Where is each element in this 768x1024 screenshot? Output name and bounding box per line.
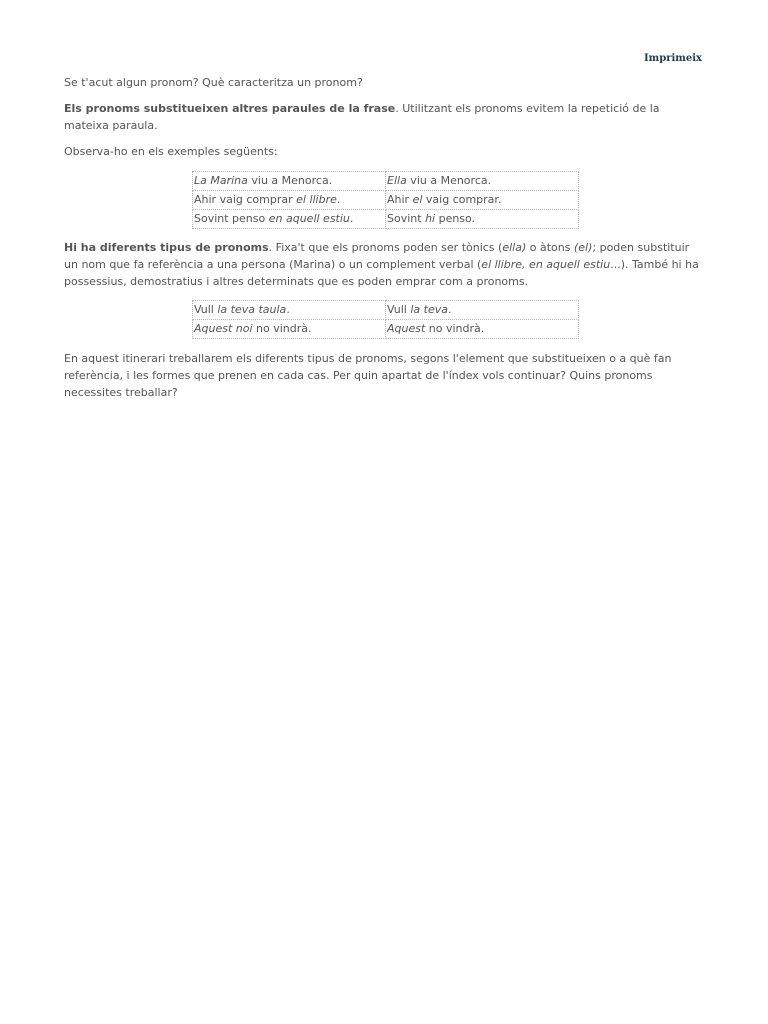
definition-paragraph	[64, 100, 704, 134]
cell-text: vaig comprar.	[422, 193, 502, 206]
cell-text: Aquest	[387, 322, 426, 335]
cell-text: el	[412, 193, 423, 206]
cell-text: en aquell estiu	[268, 212, 350, 225]
table-row	[193, 172, 579, 191]
table-row	[193, 210, 579, 229]
table-cell-left	[193, 210, 386, 229]
types_paragraph-run: el llibre, en aquell estiu	[481, 258, 611, 271]
table-row	[193, 301, 579, 320]
intro-question: Se t'acut algun pronom? Què caracteritza un pronom?	[64, 76, 363, 89]
closing-paragraph: En aquest itinerari treballarem els diferents tipus de pronoms, segons l'element que substitueixen o a què fan referència, i les formes que prenen en cada cas. Per quin apartat de l'índex vols continuar? Quins pronoms necessites treballar?	[64, 352, 672, 399]
main-content	[64, 74, 704, 401]
cell-text: la teva taula	[217, 303, 287, 316]
table-cell-right	[386, 191, 579, 210]
cell-text: Sovint	[387, 212, 426, 225]
table-cell-right	[386, 210, 579, 229]
cell-text: .	[447, 303, 452, 316]
types-paragraph	[64, 239, 704, 290]
examples-table-2	[192, 300, 579, 339]
cell-text: penso.	[435, 212, 476, 225]
table-row	[193, 320, 579, 339]
cell-text: la teva	[410, 303, 448, 316]
cell-text: hi	[425, 212, 436, 225]
cell-text: viu a Menorca.	[247, 174, 333, 187]
definition-bold: Els pronoms substitueixen altres paraules de la frase	[64, 102, 396, 115]
table-cell-left	[193, 320, 386, 339]
cell-text: .	[349, 212, 354, 225]
table-cell-right	[386, 320, 579, 339]
cell-text: .	[336, 193, 341, 206]
examples-table-1	[192, 171, 579, 229]
cell-text: Vull	[387, 303, 411, 316]
cell-text: La Marina	[194, 174, 248, 187]
cell-text: viu a Menorca.	[406, 174, 492, 187]
cell-text: Aquest noi	[194, 322, 253, 335]
cell-text: Ahir	[387, 193, 413, 206]
types_paragraph-run: . Fixa't que els pronoms poden ser tònics (	[268, 241, 503, 254]
cell-text: Ella	[387, 174, 407, 187]
types_paragraph-run: ...). També hi ha possessius, demostratius i altres determinats que es poden emprar com a pronoms.	[64, 258, 699, 288]
table-cell-right	[386, 172, 579, 191]
types_paragraph-run: ; poden substituir un nom que fa referència a una persona (Marina) o un complement verbal (	[64, 241, 690, 271]
types_paragraph-run: ella)	[502, 241, 527, 254]
cell-text: el llibre	[296, 193, 337, 206]
definition-rest: . Utilitzant els pronoms evitem la repetició de la mateixa paraula.	[64, 102, 660, 132]
types_paragraph-run: Hi ha diferents tipus de pronoms	[64, 241, 269, 254]
table-cell-left	[193, 172, 386, 191]
observe-text: Observa-ho en els exemples següents:	[64, 145, 278, 158]
types_paragraph-run: o àtons	[526, 241, 574, 254]
table-cell-left	[193, 301, 386, 320]
table-row	[193, 191, 579, 210]
table-cell-right	[386, 301, 579, 320]
print-link[interactable]: Imprimeix	[643, 53, 702, 64]
cell-text: no vindrà.	[252, 322, 312, 335]
cell-text: Vull	[194, 303, 218, 316]
cell-text: no vindrà.	[425, 322, 485, 335]
types_paragraph-run: (el)	[573, 241, 593, 254]
cell-text: .	[286, 303, 290, 316]
cell-text: Sovint penso	[194, 212, 269, 225]
cell-text: Ahir vaig comprar	[194, 193, 297, 206]
table-cell-left	[193, 191, 386, 210]
